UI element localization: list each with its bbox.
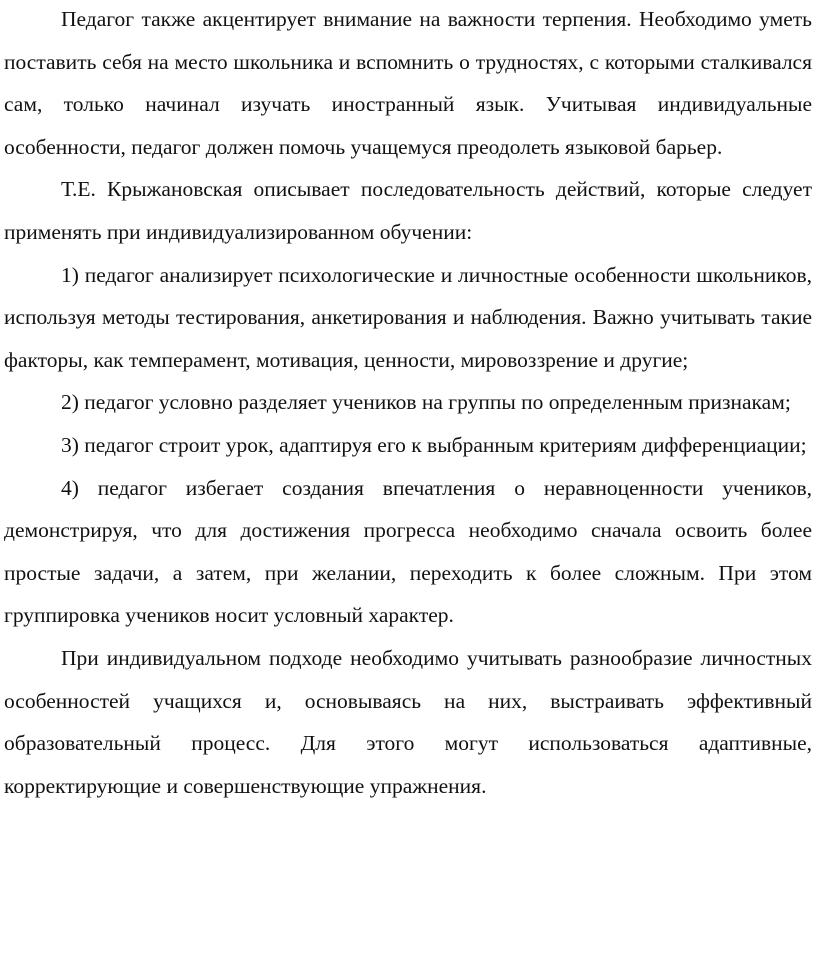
paragraph-intro-steps: Т.Е. Крыжановская описывает последовательность действий, которые следует применять при индивидуализированном обучении:	[4, 177, 812, 244]
document-page	[4, 0, 812, 807]
paragraph-patience: Педагог также акцентирует внимание на важности терпения. Необходимо уметь поставить себя на место школьника и вспомнить о трудностях, с которыми сталкивался сам, только начинал изучать иностранный язык. Учитывая индивидуальные особенности, педагог должен помочь учащемуся преодолеть языковой барьер.	[4, 7, 812, 159]
list-item-step-2: 2) педагог условно разделяет учеников на группы по определенным признакам;	[61, 390, 791, 415]
list-item-step-3: 3) педагог строит урок, адаптируя его к выбранным критериям дифференциации;	[61, 432, 807, 457]
list-item-step-1: 1) педагог анализирует психологические и личностные особенности школьников, используя методы тестирования, анкетирования и наблюдения. Важно учитывать такие факторы, как темперамент, мотивация, ценности, мировоззрение и другие;	[4, 262, 812, 372]
paragraph-conclusion: При индивидуальном подходе необходимо учитывать разнообразие личностных особенностей учащихся и, основываясь на них, выстраивать эффективный образовательный процесс. Для этого могут использоваться адаптивные, корректирующие и совершенствующие упражнения.	[4, 645, 812, 798]
list-item-step-4: 4) педагог избегает создания впечатления о неравноценности учеников, демонстрируя, что для достижения прогресса необходимо сначала освоить более простые задачи, а затем, при желании, переходить к более сложным. При этом группировка учеников носит условный характер.	[4, 475, 812, 628]
